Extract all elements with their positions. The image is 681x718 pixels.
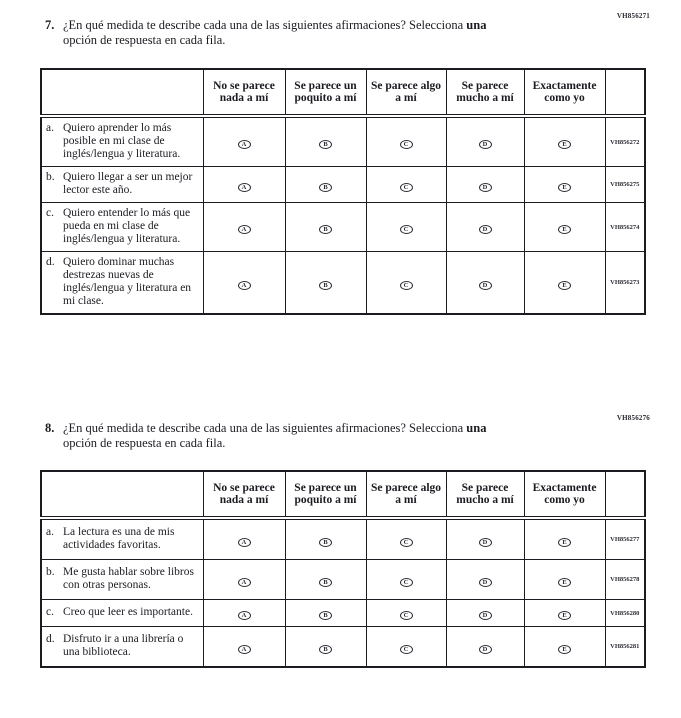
q8-column-header-4: Se parece mucho a mí <box>446 471 524 518</box>
q8-row-b-statement-cell <box>41 560 203 600</box>
q7-row-b-option-e[interactable]: E <box>558 183 571 192</box>
question7-prompt <box>45 18 590 48</box>
q7-statement-header-cell <box>41 69 203 116</box>
q7-column-header-1: No se parece nada a mí <box>203 69 285 116</box>
q8-header-row <box>41 471 645 518</box>
row-statement: Quiero aprender lo más posible en mi clase de inglés/lengua y literatura. <box>63 122 181 160</box>
q8-row-a-statement-cell <box>41 518 203 560</box>
question7-accession-code: VH856271 <box>616 12 650 20</box>
q7-row-d-option-e[interactable]: E <box>558 281 571 290</box>
row-code: VH856277 <box>605 518 645 560</box>
row-letter: d. <box>46 256 55 268</box>
q8-row-a-option-e[interactable]: E <box>558 538 571 547</box>
q7-row-c-option-a[interactable]: A <box>238 225 251 234</box>
q7-row-a-option-d[interactable]: D <box>479 140 492 149</box>
q7-code-header-cell <box>605 69 645 116</box>
q7-row-c-option-e[interactable]: E <box>558 225 571 234</box>
q7-column-header-2: Se parece un poquito a mí <box>285 69 366 116</box>
q8-row-c-option-a[interactable]: A <box>238 611 251 620</box>
q7-row-a-option-e[interactable]: E <box>558 140 571 149</box>
q8-row-c-statement-cell <box>41 600 203 627</box>
q8-row-d-option-e[interactable]: E <box>558 645 571 654</box>
q8-table-row-c <box>41 600 645 627</box>
q8-row-c-option-e[interactable]: E <box>558 611 571 620</box>
q8-column-header-5: Exactamente como yo <box>524 471 605 518</box>
q8-row-b-option-e[interactable]: E <box>558 578 571 587</box>
q8-column-header-2: Se parece un poquito a mí <box>285 471 366 518</box>
row-letter: d. <box>46 633 55 645</box>
q8-row-b-option-b[interactable]: B <box>319 578 332 587</box>
q8-row-d-option-b[interactable]: B <box>319 645 332 654</box>
q7-row-a-statement-cell <box>41 116 203 167</box>
q7-row-b-option-a[interactable]: A <box>238 183 251 192</box>
row-letter: b. <box>46 566 55 578</box>
q7-row-a-option-a[interactable]: A <box>238 140 251 149</box>
row-statement: Disfruto ir a una librería o una biblioteca. <box>63 633 184 658</box>
q7-row-d-option-c[interactable]: C <box>400 281 413 290</box>
question7-text-line2: opción de respuesta en cada fila. <box>63 33 226 47</box>
q8-row-b-option-c[interactable]: C <box>400 578 413 587</box>
q7-column-header-5: Exactamente como yo <box>524 69 605 116</box>
q7-row-b-option-c[interactable]: C <box>400 183 413 192</box>
question7-number: 7. <box>45 18 55 32</box>
q7-column-header-3: Se parece algo a mí <box>366 69 446 116</box>
question8-response-table <box>40 470 646 668</box>
q8-code-header-cell <box>605 471 645 518</box>
q8-column-header-3: Se parece algo a mí <box>366 471 446 518</box>
q8-row-a-option-c[interactable]: C <box>400 538 413 547</box>
q7-row-a-option-b[interactable]: B <box>319 140 332 149</box>
question8-text: ¿En qué medida te describe cada una de las siguientes afirmaciones? Selecciona una opción de respuesta en cada fila. <box>63 421 487 450</box>
q8-table-row-a <box>41 518 645 560</box>
row-letter: a. <box>46 122 54 134</box>
q8-row-d-statement-cell <box>41 627 203 668</box>
q8-row-b-option-d[interactable]: D <box>479 578 492 587</box>
row-code: VH856281 <box>605 627 645 668</box>
q7-row-c-option-b[interactable]: B <box>319 225 332 234</box>
q7-table-row-c <box>41 203 645 252</box>
row-statement: La lectura es una de mis actividades favoritas. <box>63 526 175 551</box>
row-code: VH856273 <box>605 252 645 315</box>
row-code: VH856280 <box>605 600 645 627</box>
q8-row-a-option-b[interactable]: B <box>319 538 332 547</box>
row-code: VH856275 <box>605 167 645 203</box>
row-code: VH856278 <box>605 560 645 600</box>
q8-row-c-option-b[interactable]: B <box>319 611 332 620</box>
row-code: VH856274 <box>605 203 645 252</box>
q7-row-b-option-d[interactable]: D <box>479 183 492 192</box>
question7-bold-word: una <box>466 18 487 32</box>
q8-statement-header-cell <box>41 471 203 518</box>
q7-row-d-option-a[interactable]: A <box>238 281 251 290</box>
question8-prompt <box>45 421 590 451</box>
q8-row-b-option-a[interactable]: A <box>238 578 251 587</box>
row-letter: b. <box>46 171 55 183</box>
q7-row-b-statement-cell <box>41 167 203 203</box>
q7-table-row-b <box>41 167 645 203</box>
q8-row-d-option-c[interactable]: C <box>400 645 413 654</box>
question8-number: 8. <box>45 421 55 435</box>
q7-table-row-a <box>41 116 645 167</box>
q8-table-row-b <box>41 560 645 600</box>
question7-response-table <box>40 68 646 315</box>
q7-column-header-4: Se parece mucho a mí <box>446 69 524 116</box>
q7-row-c-option-d[interactable]: D <box>479 225 492 234</box>
q8-row-a-option-a[interactable]: A <box>238 538 251 547</box>
q7-row-b-option-b[interactable]: B <box>319 183 332 192</box>
q8-row-a-option-d[interactable]: D <box>479 538 492 547</box>
row-statement: Quiero entender lo más que pueda en mi clase de inglés/lengua y literatura. <box>63 207 191 245</box>
q8-row-d-option-d[interactable]: D <box>479 645 492 654</box>
q7-row-d-option-b[interactable]: B <box>319 281 332 290</box>
q8-row-d-option-a[interactable]: A <box>238 645 251 654</box>
row-statement: Quiero dominar muchas destrezas nuevas de inglés/lengua y literatura en mi clase. <box>63 256 192 307</box>
q7-header-row <box>41 69 645 116</box>
q7-row-c-statement-cell <box>41 203 203 252</box>
question7-text: ¿En qué medida te describe cada una de las siguientes afirmaciones? Selecciona una opción de respuesta en cada fila. <box>63 18 487 47</box>
q7-table-row-d <box>41 252 645 315</box>
q8-row-c-option-c[interactable]: C <box>400 611 413 620</box>
q7-row-a-option-c[interactable]: C <box>400 140 413 149</box>
row-letter: a. <box>46 526 54 538</box>
row-statement: Quiero llegar a ser un mejor lector este año. <box>63 171 193 196</box>
row-statement: Me gusta hablar sobre libros con otras personas. <box>63 566 194 591</box>
question8-text-line2: opción de respuesta en cada fila. <box>63 436 226 450</box>
question8-bold-word: una <box>466 421 487 435</box>
row-statement: Creo que leer es importante. <box>63 606 193 618</box>
q7-row-d-statement-cell <box>41 252 203 315</box>
question8-accession-code: VH856276 <box>616 414 650 422</box>
q7-row-d-option-d[interactable]: D <box>479 281 492 290</box>
row-letter: c. <box>46 207 54 219</box>
q8-row-c-option-d[interactable]: D <box>479 611 492 620</box>
row-letter: c. <box>46 606 54 618</box>
row-code: VH856272 <box>605 116 645 167</box>
q7-row-c-option-c[interactable]: C <box>400 225 413 234</box>
q8-table-row-d <box>41 627 645 668</box>
q8-column-header-1: No se parece nada a mí <box>203 471 285 518</box>
